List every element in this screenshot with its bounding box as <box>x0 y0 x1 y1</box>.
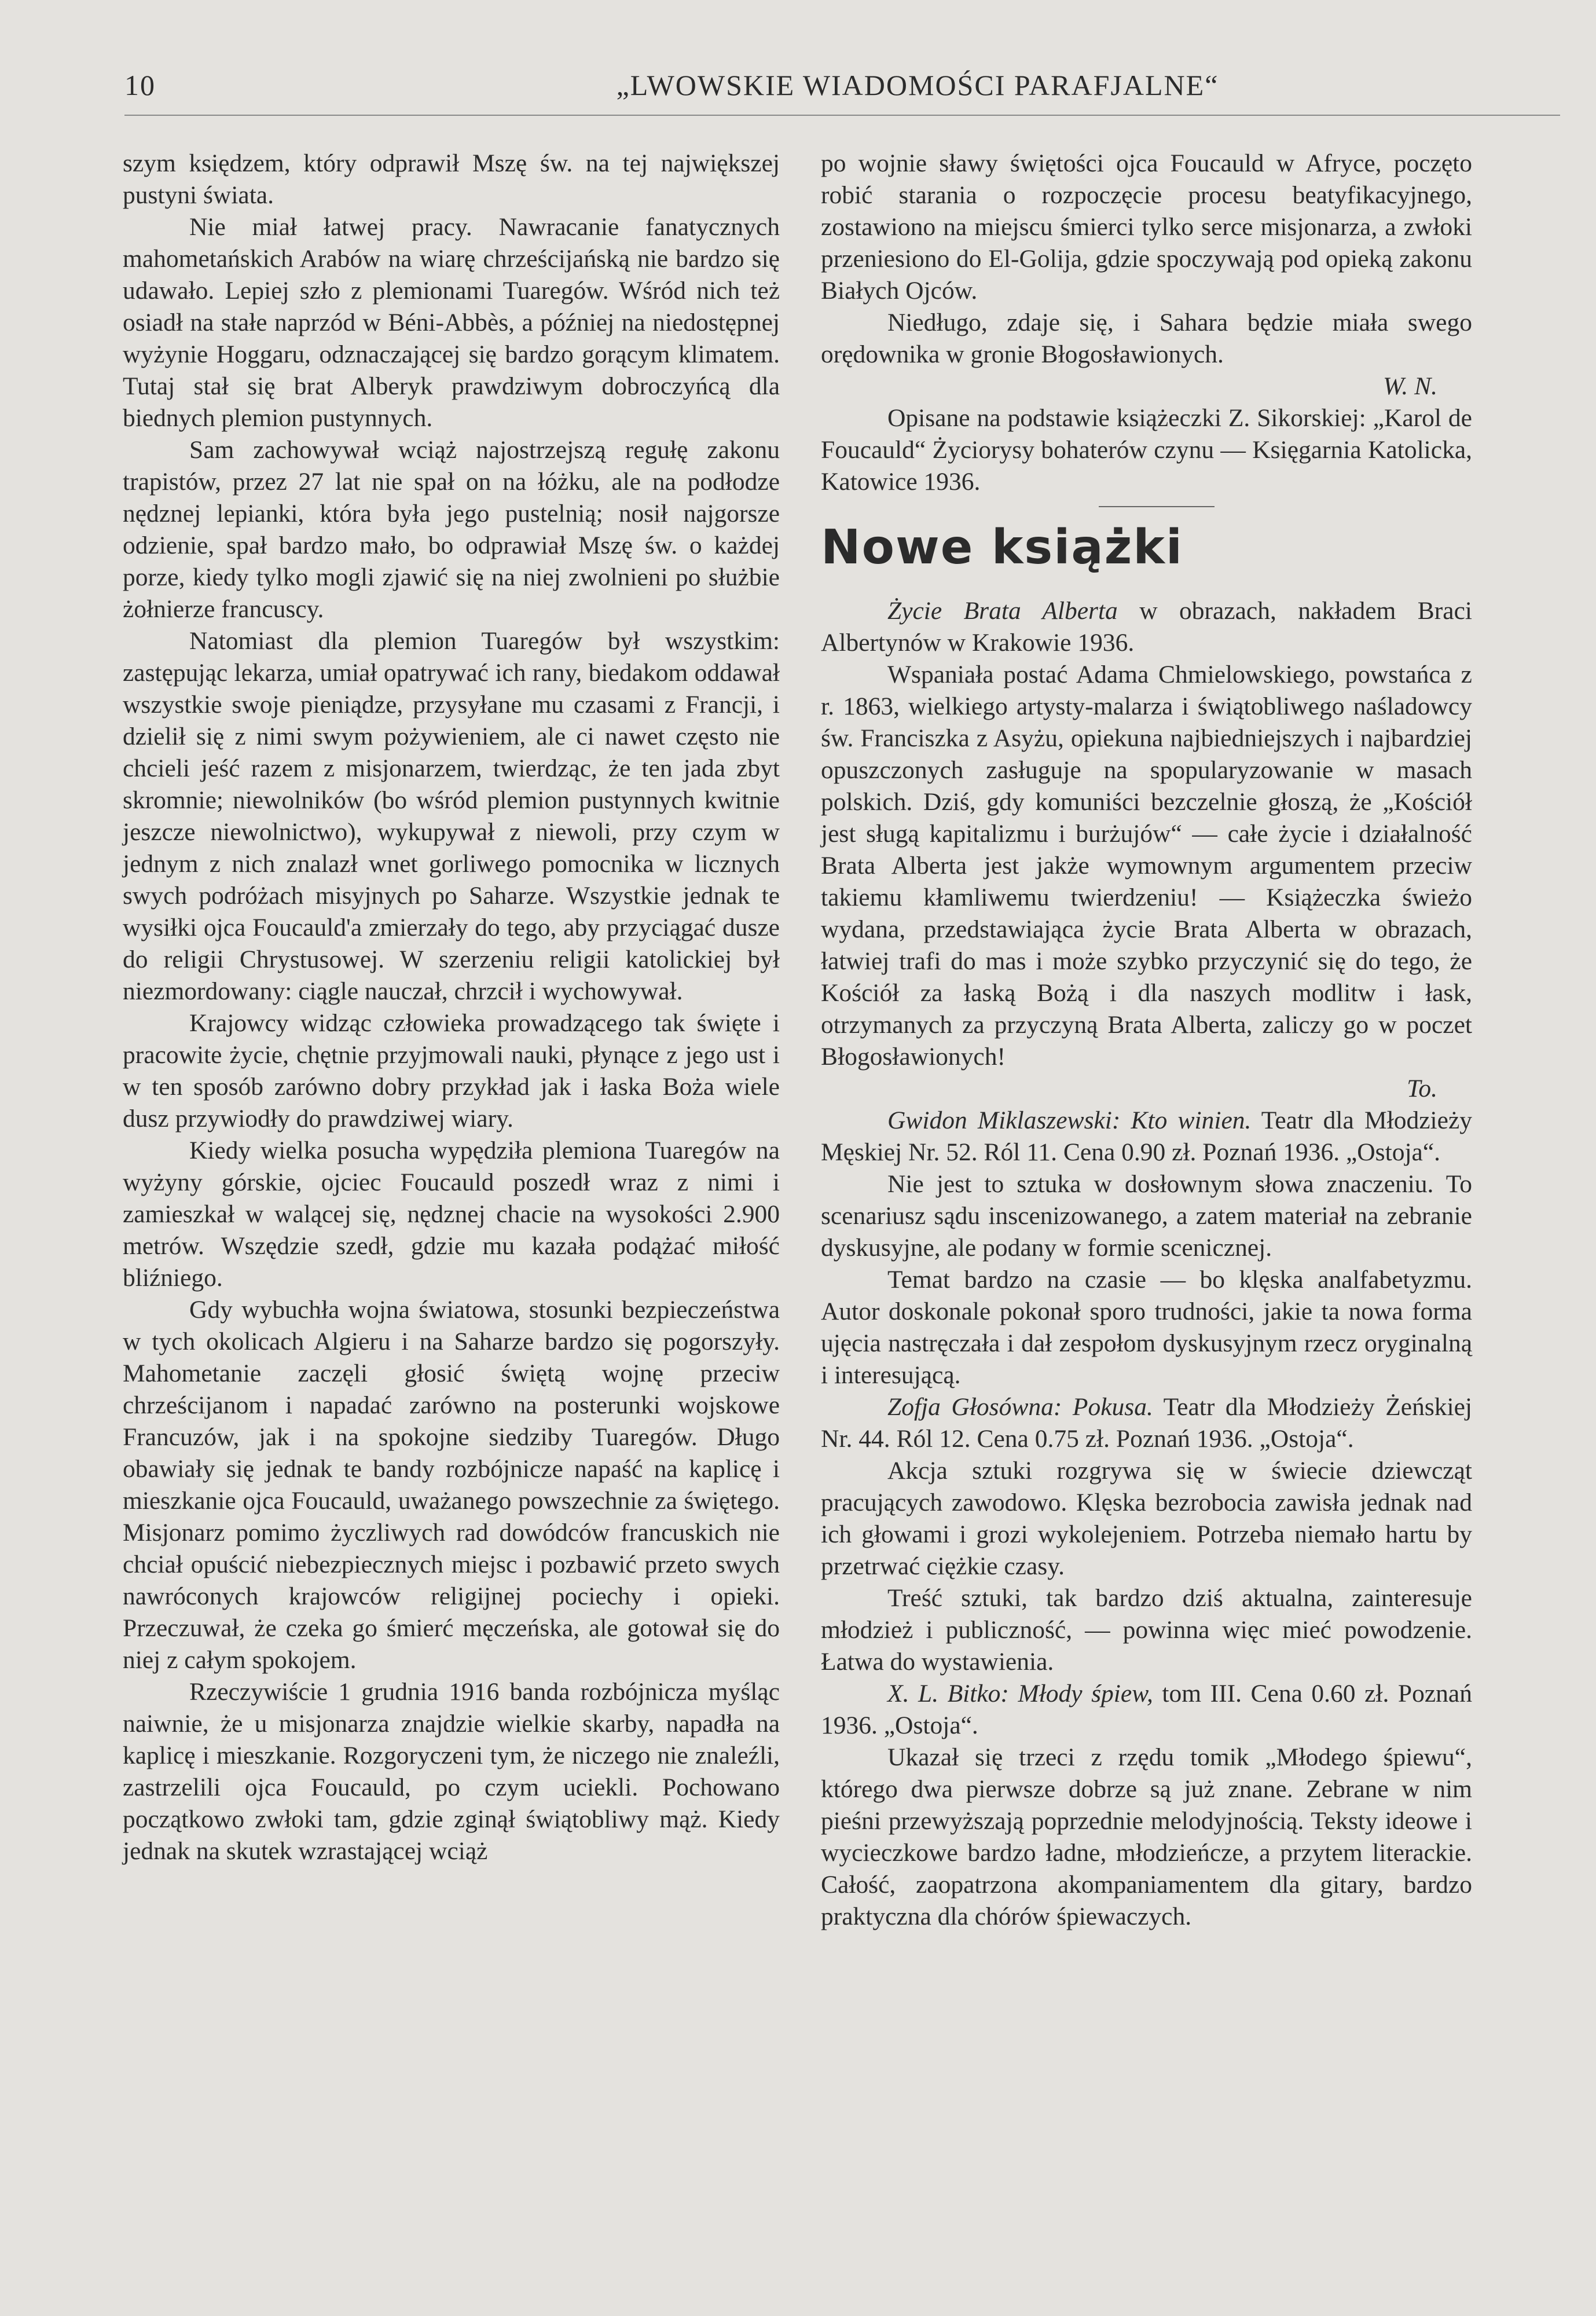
left-column <box>123 148 780 1867</box>
running-title: „LWOWSKIE WIADOMOŚCI PARAFJALNE“ <box>616 69 1219 101</box>
paragraph: Natomiast dla plemion Tuaregów był wszystkim: zastępując lekarza, umiał opatrywać ich rany, biedakom oddawał wszystkie swoje pieniądze, przysyłane mu czasami z Francji, i dzielił się z nimi swym pożywieniem, ale ci nawet często nie chcieli jeść razem z misjonarzem, twierdząc, że ten jada zbyt skromnie; niewolników (bo wśród plemion pustynnych kwitnie jeszcze niewolnictwo), wykupywał z niewoli, przy czym w jednym z nich znalazł wnet gorliwego pomocnika w licznych swych podróżach misyjnych po Saharze. Wszystkie jednak te wysiłki ojca Foucauld'a zmierzały do tego, aby przyciągać dusze do religii Chrystusowej. W szerzeniu religii katolickiej był niezmordowany: ciągle nauczał, chrzcił i wychowywał. <box>123 627 780 1005</box>
book-entry <box>821 1391 1472 1455</box>
paragraph: Gdy wybuchła wojna światowa, stosunki bezpieczeństwa w tych okolicach Algieru i na Saharze bardzo się pogorszyły. Mahometanie zaczęli głosić świętą wojnę przeciw chrześcijanom i napadać zarówno na posterunki wojskowe Francuzów, jak i na spokojne siedziby Tuaregów. Długo obawiały się jednak te bandy rozbójnicze napaść na kaplicę i mieszkanie ojca Foucauld, uważanego powszechnie za świętego. Misjonarz pomimo życzliwych rad dowódców francuskich nie chciał opuścić niebezpiecznych miejsc i pozbawić przeto swych nawróconych krajowców religijnej pociechy i opieki. Przeczuwał, że czeka go śmierć męczeńska, ale gotował się do niej z całym spokojem. <box>123 1296 780 1674</box>
paragraph: Nie miał łatwej pracy. Nawracanie fanatycznych mahometańskich Arabów na wiarę chrześcijańską nie bardzo się udawało. Lepiej szło z plemionami Tuaregów. Wśród nich też osiadł na stałe naprzód w Béni-Abbès, a później na niedostępnej wyżynie Hoggaru, odznaczającej się bardzo gorącym klimatem. Tutaj stał się brat Alberyk prawdziwym dobroczyńcą dla biednych plemion pustynnych. <box>123 213 780 432</box>
paragraph: Sam zachowywał wciąż najostrzejszą regułę zakonu trapistów, przez 27 lat nie spał on na łóżku, ale na podłodze nędznej lepianki, która była jego pustelnią; nosił najgorsze odzienie, spał bardzo mało, bo odprawiał Mszę św. o każdej porze, kiedy tylko mogli zjawić się na niej zwolnieni po służbie żołnierze francuscy. <box>123 436 780 623</box>
book-review: Nie jest to sztuka w dosłownym słowa znaczeniu. To scenariusz sądu inscenizowanego, a zatem materiał na zebranie dyskusyjne, ale podany w formie scenicznej. <box>821 1170 1472 1262</box>
paragraph: Niedługo, zdaje się, i Sahara będzie miała swego orędownika w gronie Błogosławionych. <box>821 309 1472 368</box>
book-entry <box>821 1105 1472 1168</box>
book-entry <box>821 595 1472 659</box>
book-publication: Teatr dla Młodzieży Męskiej Nr. 52. Ról 11. Cena 0.90 zł. Poznań 1936. „Ostoja“. <box>821 1106 1472 1166</box>
book-review: Treść sztuki, tak bardzo dziś aktualna, zainteresuje młodzież i publiczność, — powinna więc mieć powodzenie. Łatwa do wystawienia. <box>821 1584 1472 1676</box>
book-review: Wspaniała postać Adama Chmielowskiego, powstańca z r. 1863, wielkiego artysty-malarza i świątobliwego naśladowcy św. Franciszka z Asyżu, opiekuna najbiedniejszych i najbardziej opuszczonych zasługuje na spopularyzowanie w masach polskich. Dziś, gdy komuniści bezczelnie głoszą, że „Kościół jest sługą kapitalizmu i burżujów“ — całe życie i działalność Brata Alberta jest jakże wymownym argumentem przeciw takiemu kłamliwemu twierdzeniu! — Książeczka świeżo wydana, przedstawiająca życie Brata Alberta w obrazach, łatwiej trafi do mas i może szybko przyczynić się do tego, że Kościół za łaską Bożą i dla naszych modlitw i łask, otrzymanych za przyczyną Brata Alberta, zaliczy go w poczet Błogosławionych! <box>821 661 1472 1071</box>
paragraph: Rzeczywiście 1 grudnia 1916 banda rozbójnicza myśląc naiwnie, że u misjonarza znajdzie wielkie skarby, napadła na kaplicę i mieszkanie. Rozgoryczeni tym, że niczego nie znaleźli, zastrzelili ojca Foucauld, po czym uciekli. Pochowano początkowo zwłoki tam, gdzie zginął świątobliwy mąż. Kiedy jednak na skutek wzrastającej wciąż <box>123 1678 780 1865</box>
right-column <box>821 148 1472 1933</box>
page-header <box>124 68 1560 116</box>
book-publication: w obrazach, nakładem Braci Albertynów w Krakowie 1936. <box>821 597 1472 657</box>
book-entry <box>821 1678 1472 1742</box>
paragraph: po wojnie sławy świętości ojca Foucauld w Afryce, poczęto robić starania o rozpoczęcie procesu beatyfikacyjnego, zostawiono na miejscu śmierci tylko serce misjonarza, a zwłoki przeniesiono do El-Golija, gdzie spoczywają pod opieką zakonu Białych Ojców. <box>821 149 1472 305</box>
paragraph: szym księdzem, który odprawił Mszę św. na tej największej pustyni świata. <box>123 149 780 209</box>
source-note: Opisane na podstawie książeczki Z. Sikorskiej: „Karol de Foucauld“ Życiorysy bohaterów czynu — Księgarnia Katolicka, Katowice 1936. <box>821 404 1472 496</box>
page-number: 10 <box>124 69 156 101</box>
review-signature: To. <box>1407 1075 1437 1102</box>
book-review: Ukazał się trzeci z rzędu tomik „Młodego śpiewu“, którego dwa pierwsze dobrze są już znane. Zebrane w nim pieśni przewyższają poprzednie melodyjnością. Teksty ideowe i wycieczkowe bardzo ładne, młodzieńcze, a przytem literackie. Całość, zaopatrzona akompaniamentem dla gitary, bardzo praktyczna dla chórów śpiewaczych. <box>821 1743 1472 1930</box>
book-publication: tom III. Cena 0.60 zł. Poznań 1936. „Ostoja“. <box>821 1680 1472 1739</box>
paragraph: Kiedy wielka posucha wypędziła plemiona Tuaregów na wyżyny górskie, ojciec Foucauld poszedł wraz z nimi i zamieszkał w walącej się, nędznej chacie na wysokości 2.900 metrów. Wszędzie szedł, gdzie mu kazała podążać miłość bliźniego. <box>123 1137 780 1292</box>
book-title: X. L. Bitko: Młody śpiew, <box>887 1680 1153 1707</box>
section-title: Nowe książki <box>821 520 1184 575</box>
paragraph: Krajowcy widząc człowieka prowadzącego tak święte i pracowite życie, chętnie przyjmowali nauki, płynące z jego ust i w ten sposób zarówno dobry przykład jak i łaska Boża wiele dusz przywiodły do prawdziwej wiary. <box>123 1009 780 1133</box>
book-review: Temat bardzo na czasie — bo klęska analfabetyzmu. Autor doskonale pokonał sporo trudności, jakie ta nowa forma ujęcia nastręczała i dał zespołom dyskusyjnym rzecz oryginalną i interesującą. <box>821 1266 1472 1389</box>
article-signature: W. N. <box>1383 372 1437 400</box>
book-review: Akcja sztuki rozgrywa się w świecie dziewcząt pracujących zawodowo. Klęska bezrobocia zawisła jednak nad ich głowami i grozi wykolejeniem. Potrzeba niemało hartu by przetrwać ciężkie czasy. <box>821 1457 1472 1580</box>
separator-line <box>1099 506 1215 507</box>
book-title: Gwidon Miklaszewski: Kto winien. <box>887 1106 1252 1134</box>
book-publication: Teatr dla Młodzieży Żeńskiej Nr. 44. Ról 12. Cena 0.75 zł. Poznań 1936. „Ostoja“. <box>821 1393 1472 1453</box>
book-title: Zofja Głosówna: Pokusa. <box>887 1393 1153 1421</box>
book-title: Życie Brata Alberta <box>887 597 1118 625</box>
